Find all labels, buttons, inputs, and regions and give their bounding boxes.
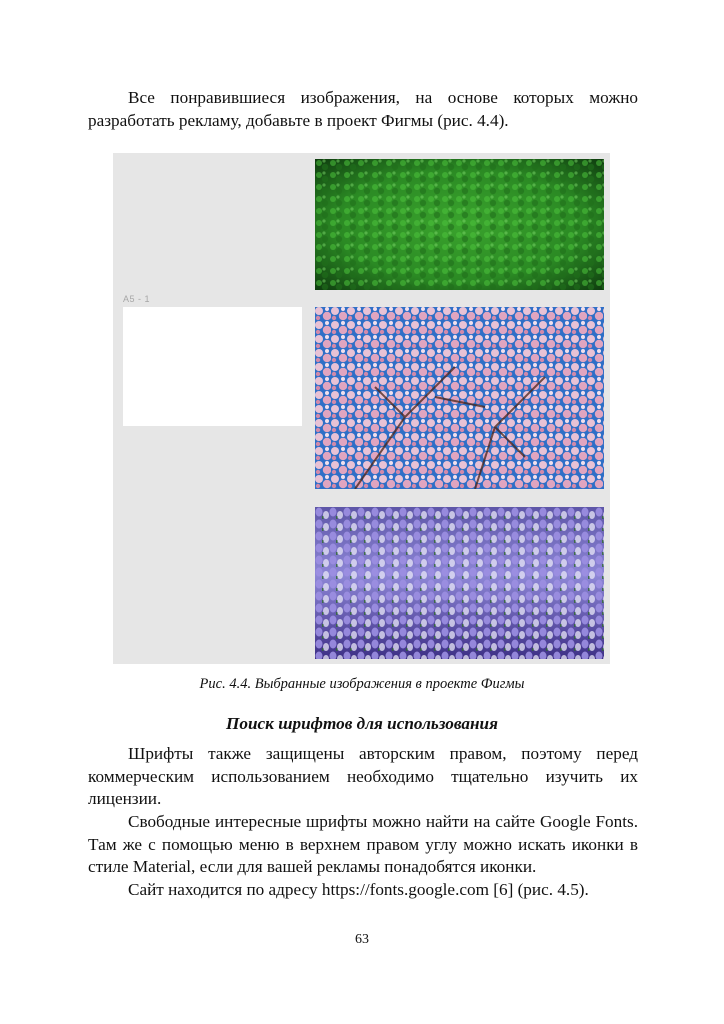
figure-4-4	[113, 153, 610, 664]
paragraph-fonts-license: Шрифты также защищены авторским правом, поэтому перед коммерческим использованием необходимо тщательно изучить их лицензии.	[88, 744, 638, 808]
paragraph-site: Сайт находится по адресу https://fonts.google.com [6] (рис. 4.5).	[128, 880, 589, 899]
paragraph-google-fonts: Свободные интересные шрифты можно найти на сайте Google Fonts. Там же с помощью меню в верхнем правом углу можно искать иконки в стиле Material, если для вашей рекламы понадобятся иконки.	[88, 812, 638, 876]
cherry-blossom-photo	[315, 307, 604, 489]
artboard-label: A5 - 1	[123, 294, 151, 304]
figure-caption: Рис. 4.4. Выбранные изображения в проекте Фигмы	[199, 676, 525, 692]
artboard-frame	[123, 307, 302, 426]
intro-paragraph: Все понравившиеся изображения, на основе которых можно разработать рекламу, добавьте в проект Фигмы (рис. 4.4).	[88, 88, 638, 130]
clover-leaves-photo	[315, 159, 604, 290]
section-heading: Поиск шрифтов для использования	[226, 714, 498, 733]
crocus-field-photo	[315, 507, 604, 659]
page-number: 63	[355, 932, 369, 947]
